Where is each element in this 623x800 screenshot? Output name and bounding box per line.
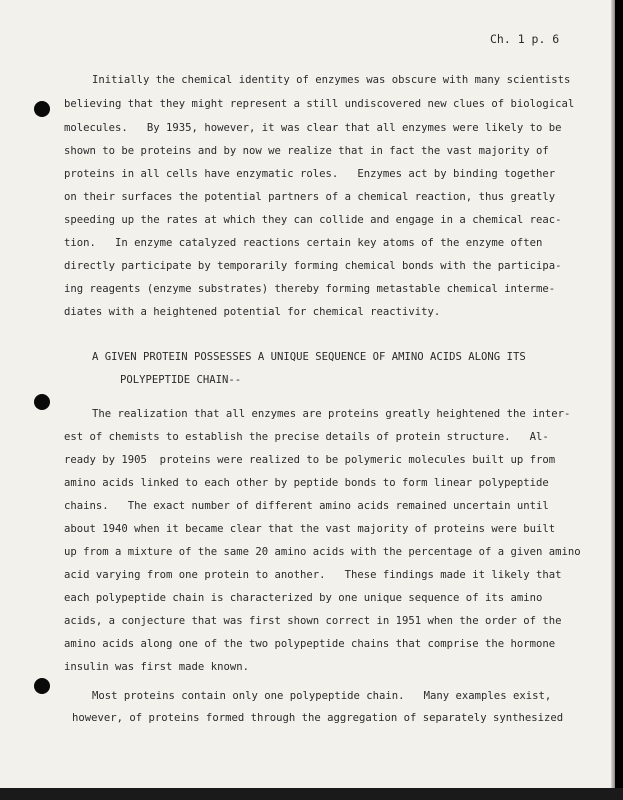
punch-hole-top (34, 101, 50, 117)
paragraph-line: diates with a heightened potential for chemical reactivity. (64, 306, 441, 318)
paragraph-line: each polypeptide chain is characterized by one unique sequence of its amino (64, 592, 543, 604)
paragraph-line: up from a mixture of the same 20 amino acids with the percentage of a given amino (64, 546, 581, 558)
paragraph-line: acids, a conjecture that was first shown correct in 1951 when the order of the (64, 615, 562, 627)
paragraph-line: on their surfaces the potential partners of a chemical reaction, thus greatly (64, 191, 556, 203)
paragraph-line: insulin was first made known. (64, 661, 249, 673)
punch-hole-middle (34, 394, 50, 410)
paragraph-line: directly participate by temporarily forming chemical bonds with the participa- (64, 260, 562, 272)
paragraph-line: The realization that all enzymes are proteins greatly heightened the inter- (92, 408, 571, 420)
paragraph-line: speeding up the rates at which they can collide and engage in a chemical reac- (64, 214, 562, 226)
paragraph-line: Initially the chemical identity of enzymes was obscure with many scientists (92, 74, 571, 86)
paragraph-line: however, of proteins formed through the aggregation of separately synthesized (72, 712, 564, 724)
paragraph-line: Most proteins contain only one polypeptide chain. Many examples exist, (92, 690, 552, 702)
paragraph-line: proteins in all cells have enzymatic roles. Enzymes act by binding together (64, 168, 556, 180)
page-header: Ch. 1 p. 6 (490, 32, 560, 46)
page-edge-shadow (611, 0, 615, 788)
paragraph-line: about 1940 when it became clear that the vast majority of proteins were built (64, 523, 556, 535)
paragraph-line: ing reagents (enzyme substrates) thereby forming metastable chemical interme- (64, 283, 556, 295)
paragraph-line: believing that they might represent a still undiscovered new clues of biological (64, 98, 575, 110)
paragraph-line: chains. The exact number of different amino acids remained uncertain until (64, 500, 549, 512)
paragraph-line: ready by 1905 proteins were realized to be polymeric molecules built up from (64, 454, 556, 466)
paragraph-line: est of chemists to establish the precise details of protein structure. Al- (64, 431, 549, 443)
section-heading: POLYPEPTIDE CHAIN-- (120, 374, 242, 386)
section-heading: A GIVEN PROTEIN POSSESSES A UNIQUE SEQUENCE OF AMINO ACIDS ALONG ITS (92, 351, 526, 363)
punch-hole-bottom (34, 678, 50, 694)
paragraph-line: amino acids along one of the two polypeptide chains that comprise the hormone (64, 638, 556, 650)
scan-border (0, 788, 623, 800)
paragraph-line: molecules. By 1935, however, it was clear that all enzymes were likely to be (64, 122, 562, 134)
paragraph-line: amino acids linked to each other by peptide bonds to form linear polypeptide (64, 477, 549, 489)
paragraph-line: acid varying from one protein to another. These findings made it likely that (64, 569, 562, 581)
paragraph-line: tion. In enzyme catalyzed reactions certain key atoms of the enzyme often (64, 237, 543, 249)
paragraph-line: shown to be proteins and by now we realize that in fact the vast majority of (64, 145, 549, 157)
